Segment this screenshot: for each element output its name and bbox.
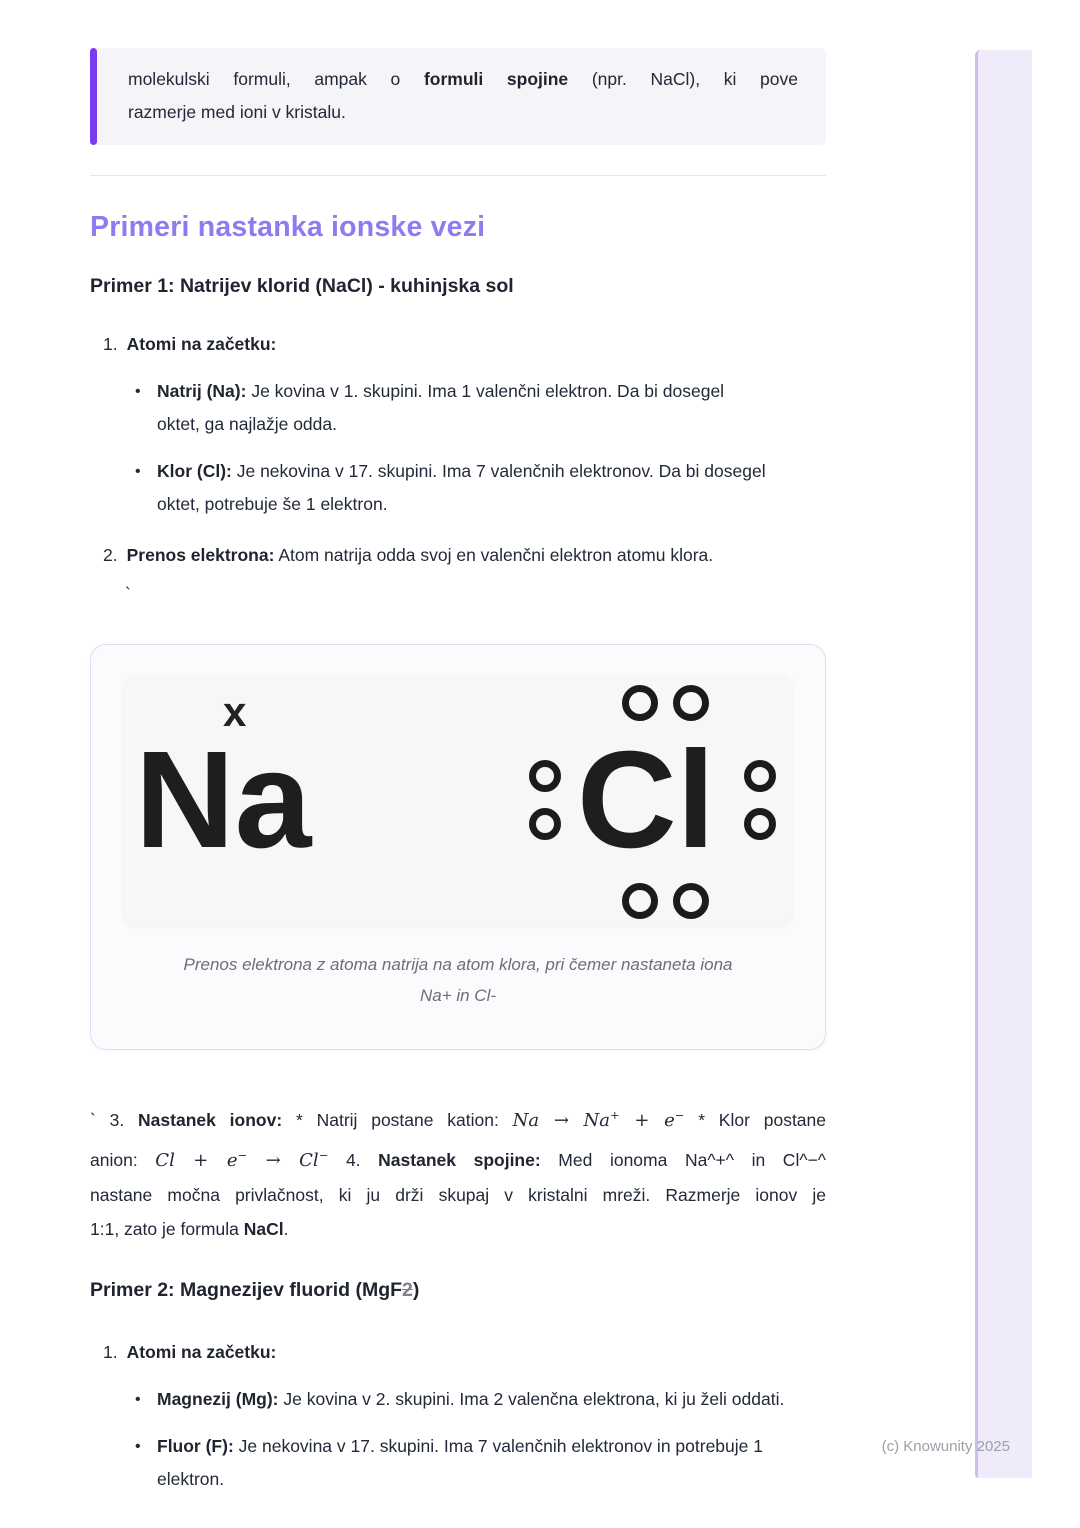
- bold-text: Nastanek ionov:: [138, 1110, 283, 1130]
- cl-atom: [577, 723, 715, 877]
- cl-electron-pair-right: [744, 760, 776, 840]
- bold-text: Nastanek spojine:: [378, 1150, 541, 1170]
- text-segment: Primer 2: Magnezijev fluorid (MgF: [90, 1279, 403, 1301]
- cl-electron-pair-bottom: [622, 883, 709, 919]
- example1-step1-item: [90, 328, 826, 361]
- text-segment: 4.: [328, 1150, 379, 1170]
- text-segment: Je nekovina v 17. skupini. Ima 7 valenčnih elektronov. Da bi dosegel oktet, potrebuje še 1 elektron.: [157, 461, 766, 514]
- steps-3-4-paragraph: [90, 1098, 826, 1246]
- example2-step1-item: [90, 1336, 826, 1369]
- bullet-marker: •: [135, 383, 141, 400]
- electron-dot: [622, 685, 658, 721]
- caption-line-2: Na+ in Cl-: [419, 986, 497, 1005]
- lewis-diagram-card: [90, 644, 826, 1050]
- bold-text: formuli spojine: [423, 69, 569, 89]
- steps-line-1: [90, 1098, 826, 1138]
- text-segment: * Klor postane: [684, 1110, 826, 1130]
- list-number: 1.: [103, 1342, 118, 1362]
- math-text: Na → Na: [512, 1110, 611, 1131]
- list-number: 1.: [103, 334, 118, 354]
- math-text: Cl + e: [155, 1150, 238, 1171]
- electron-dot: [622, 883, 658, 919]
- list-number: 2.: [103, 545, 118, 565]
- na-atom: [135, 688, 312, 877]
- bullet-text: [157, 375, 757, 441]
- text-segment: .: [283, 1219, 289, 1239]
- bullet-item-klor: [90, 455, 826, 521]
- electron-dot: [744, 760, 776, 792]
- electron-dot: [529, 808, 561, 840]
- note-content: [90, 0, 826, 1496]
- section-heading: Primeri nastanka ionske vezi: [90, 211, 486, 243]
- example1-step2-item: [90, 539, 826, 572]
- example2-title: [90, 1278, 826, 1302]
- struck-subscript: 2: [402, 1279, 413, 1301]
- superscript: +: [610, 1108, 620, 1122]
- stray-backtick: `: [125, 584, 131, 604]
- steps-line-2: [90, 1138, 826, 1178]
- bullet-marker: •: [135, 463, 141, 480]
- bullet-text: [157, 1430, 777, 1496]
- math-formula-na: [513, 1110, 685, 1131]
- na-atom-symbol: Na: [135, 723, 312, 877]
- caption-line-1: Prenos elektrona z atoma natrija na atom klora, pri čemer nastaneta iona: [183, 955, 733, 974]
- lewis-diagram-image: [123, 675, 793, 925]
- bold-text: NaCl: [243, 1219, 284, 1239]
- list-item-text: [127, 539, 714, 572]
- text-segment: molekulski formuli, ampak o: [128, 69, 424, 89]
- superscript: −: [237, 1148, 248, 1162]
- text-segment: Med ionoma Na^+^ in Cl^−^: [540, 1150, 826, 1170]
- superscript: −: [318, 1148, 329, 1162]
- example1-title: Primer 1: Natrijev klorid (NaCl) - kuhinjska sol: [90, 275, 514, 297]
- text-segment: Je kovina v 2. skupini. Ima 2 valenčna elektrona, ki ju želi oddati.: [278, 1389, 785, 1409]
- figure-caption: [123, 949, 793, 1011]
- steps-line-3: nastane močna privlačnost, ki ju drži skupaj v kristalni mreži. Razmerje ionov je: [90, 1185, 826, 1205]
- bullet-item-fluor: [90, 1430, 826, 1496]
- cl-atom-symbol: Cl: [577, 723, 715, 877]
- note-blockquote: [90, 48, 826, 145]
- electron-dot: [673, 685, 709, 721]
- electron-dot: [744, 808, 776, 840]
- text-segment: anion:: [90, 1150, 156, 1170]
- bullet-marker: •: [135, 1391, 141, 1408]
- bullet-marker: •: [135, 1438, 141, 1455]
- superscript: −: [674, 1108, 685, 1122]
- blockquote-line-2: razmerje med ioni v kristalu.: [128, 102, 346, 122]
- math-text: + e: [619, 1110, 675, 1131]
- steps-line-4: [90, 1212, 826, 1246]
- math-text: → Cl: [247, 1150, 319, 1171]
- blockquote-accent-bar: [90, 48, 97, 145]
- text-segment: 1:1, zato je formula: [90, 1219, 244, 1239]
- bold-text: Natrij (Na):: [157, 381, 247, 401]
- cl-electron-pair-left: [529, 760, 561, 840]
- bullet-item-natrij: [90, 375, 826, 441]
- math-formula-cl: [155, 1150, 328, 1171]
- bold-text: Magnezij (Mg):: [157, 1389, 279, 1409]
- text-segment: Atom natrija odda svoj en valenčni elektron atomu klora.: [274, 545, 714, 565]
- electron-dot: [529, 760, 561, 792]
- page-edge-strip: [975, 50, 1032, 1478]
- bold-text: Klor (Cl):: [157, 461, 232, 481]
- text-segment: `: [90, 1110, 110, 1130]
- text-segment: (npr. NaCl), ki pove: [568, 69, 798, 89]
- copyright-watermark: (c) Knowunity 2025: [881, 1438, 1010, 1455]
- bold-text: Fluor (F):: [157, 1436, 234, 1456]
- text-segment: ): [412, 1279, 420, 1301]
- bullet-text: [157, 1383, 784, 1416]
- bullet-item-magnezij: [90, 1383, 826, 1416]
- bold-text: Prenos elektrona:: [126, 545, 275, 565]
- text-segment: 3.: [109, 1110, 139, 1130]
- text-segment: * Natrij postane kation:: [282, 1110, 513, 1130]
- text-segment: Je nekovina v 17. skupini. Ima 7 valenčnih elektronov in potrebuje 1 elektron.: [157, 1436, 763, 1489]
- blockquote-line-1: [128, 63, 798, 96]
- section-divider: [90, 175, 826, 176]
- list-item-label: Atomi na začetku:: [126, 1342, 277, 1362]
- na-valence-electron-marker: x: [223, 688, 247, 735]
- cl-electron-pair-top: [622, 685, 709, 721]
- list-item-label: Atomi na začetku:: [126, 334, 277, 354]
- bullet-text: [157, 455, 802, 521]
- electron-dot: [673, 883, 709, 919]
- text-segment: Je kovina v 1. skupini. Ima 1 valenčni elektron. Da bi dosegel oktet, ga najlažje odda.: [157, 381, 725, 434]
